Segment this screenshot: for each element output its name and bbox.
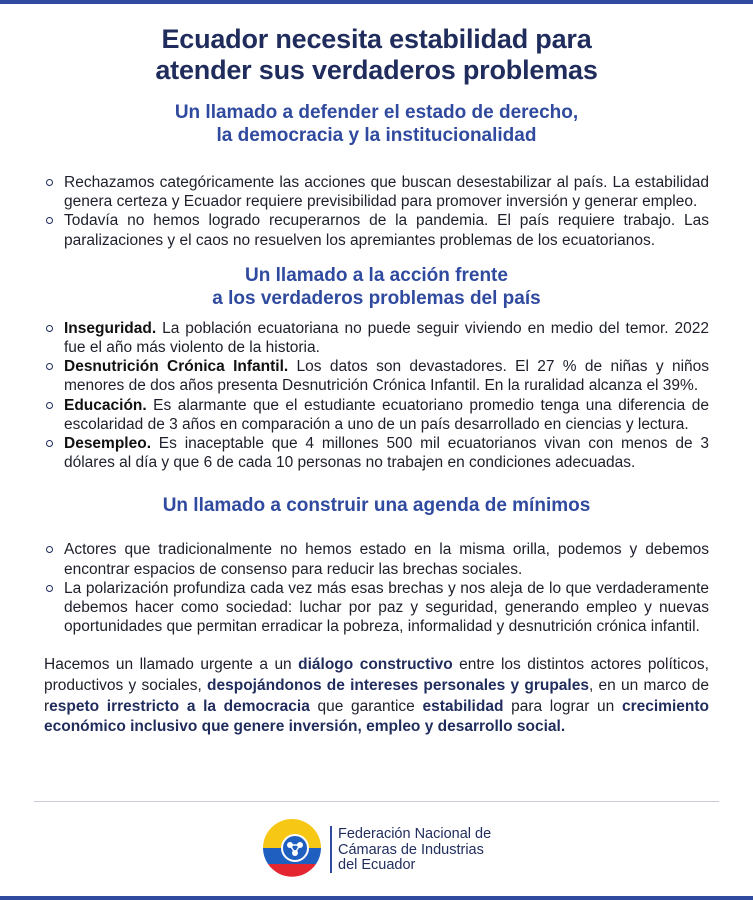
footer-separator: [330, 826, 332, 873]
list-item-label: Desnutrición Crónica Infantil.: [64, 358, 289, 376]
top-accent-bar: [0, 0, 753, 4]
closing-emphasis: crecimiento económico inclusivo que genere inversión, empleo y desarrollo social.: [44, 697, 709, 736]
list-item-text: Rechazamos categóricamente las acciones que buscan desestabilizar al país. La estabilidad genera certeza y Ecuador requiere previsibilidad para promover inversión y generar empleo.: [64, 174, 709, 211]
rule-of-law-list: [44, 173, 709, 250]
list-item-text: La polarización profundiza cada vez más esas brechas y nos aleja de lo que verdaderamente debemos hacer como sociedad: luchar por paz y seguridad, generando empleo y nuevas oportunidades que permitan erradicar la pobreza, informalidad y desnutrición crónica infantil.: [64, 579, 709, 636]
bullet-icon: [46, 440, 53, 447]
organization-name-line: Cámaras de Industrias: [338, 841, 484, 858]
section-heading-real-problems: [44, 264, 709, 310]
organization-name-line: del Ecuador: [338, 857, 416, 873]
closing-text: , en un marco de r: [44, 677, 709, 715]
list-item-label: Inseguridad.: [64, 319, 157, 337]
list-item: [44, 211, 709, 249]
page-title: [44, 24, 709, 86]
closing-text: Hacemos un llamado urgente a un: [44, 656, 299, 674]
closing-text: que garantice: [309, 697, 423, 715]
closing-emphasis: diálogo constructivo: [298, 656, 453, 674]
closing-emphasis: espeto irrestricto a la democracia: [49, 697, 310, 715]
closing-paragraph: [44, 655, 709, 737]
section-heading-line: Un llamado a la acción frente: [245, 264, 508, 286]
organization-name-line: Federación Nacional de: [338, 826, 492, 842]
organization-name: [338, 827, 491, 874]
list-item-label: Desempleo.: [64, 435, 152, 453]
bullet-icon: [46, 402, 53, 409]
bullet-icon: [46, 179, 53, 186]
real-problems-list: [44, 319, 709, 473]
list-item-text: Es alarmante que el estudiante ecuatoriano promedio tenga una diferencia de escolaridad de 3 años en comparación a uno de un país desarrollado en ciencias y lectura.: [64, 396, 709, 433]
bullet-icon: [46, 546, 53, 553]
closing-emphasis: estabilidad: [422, 697, 504, 715]
closing-text: para lograr un: [503, 697, 622, 715]
footer-branding: [262, 818, 522, 880]
list-item: [44, 540, 709, 578]
page-title-line-2: atender sus verdaderos problemas: [155, 55, 598, 85]
section-heading-line: Un llamado a construir una agenda de mínimos: [162, 495, 591, 517]
bullet-icon: [46, 217, 53, 224]
list-item-text: Todavía no hemos logrado recuperarnos de la pandemia. El país requiere trabajo. Las paralizaciones y el caos no resuelven los apremiantes problemas de los ecuatorianos.: [64, 212, 709, 249]
bullet-icon: [46, 363, 53, 370]
list-item: [44, 434, 709, 472]
list-item: [44, 579, 709, 637]
section-heading-minimum-agenda: [44, 494, 709, 517]
bullet-icon: [46, 325, 53, 332]
list-item-text: Actores que tradicionalmente no hemos estado en la misma orilla, podemos y debemos encontrar espacios de consenso para reducir las brechas sociales.: [64, 541, 709, 578]
list-item: [44, 396, 709, 434]
section-heading-line: a los verdaderos problemas del país: [212, 287, 541, 309]
page-title-line-1: Ecuador necesita estabilidad para: [161, 24, 592, 54]
list-item-label: Educación.: [64, 396, 147, 414]
list-item: [44, 173, 709, 211]
section-heading-line: la democracia y la institucionalidad: [216, 125, 537, 146]
list-item: [44, 319, 709, 357]
footer-divider: [34, 801, 719, 802]
minimum-agenda-list: [44, 540, 709, 636]
section-heading-rule-of-law: [44, 101, 709, 147]
section-heading-line: Un llamado a defender el estado de derecho,: [174, 102, 579, 123]
list-item-text: La población ecuatoriana no puede seguir viviendo en medio del temor. 2022 fue el año más violento de la historia.: [64, 319, 709, 357]
closing-emphasis: despojándonos de intereses personales y grupales: [207, 677, 589, 695]
list-item-text: Es inaceptable que 4 millones 500 mil ecuatorianos vivan con menos de 3 dólares al día y que 6 de cada 10 personas no trabajen en condiciones adecuadas.: [64, 435, 709, 472]
bottom-accent-bar: [0, 896, 753, 900]
list-item: [44, 357, 709, 395]
closing-text: entre los distintos actores políticos, productivos y sociales,: [44, 656, 709, 695]
list-item-text: Los datos son devastadores. El 27 % de niñas y niños menores de dos años presenta Desnutrición Crónica Infantil. En la ruralidad alcanza el 39%.: [64, 358, 709, 395]
bullet-icon: [46, 585, 53, 592]
federation-logo-icon: [262, 818, 322, 878]
document-body: [44, 24, 709, 753]
